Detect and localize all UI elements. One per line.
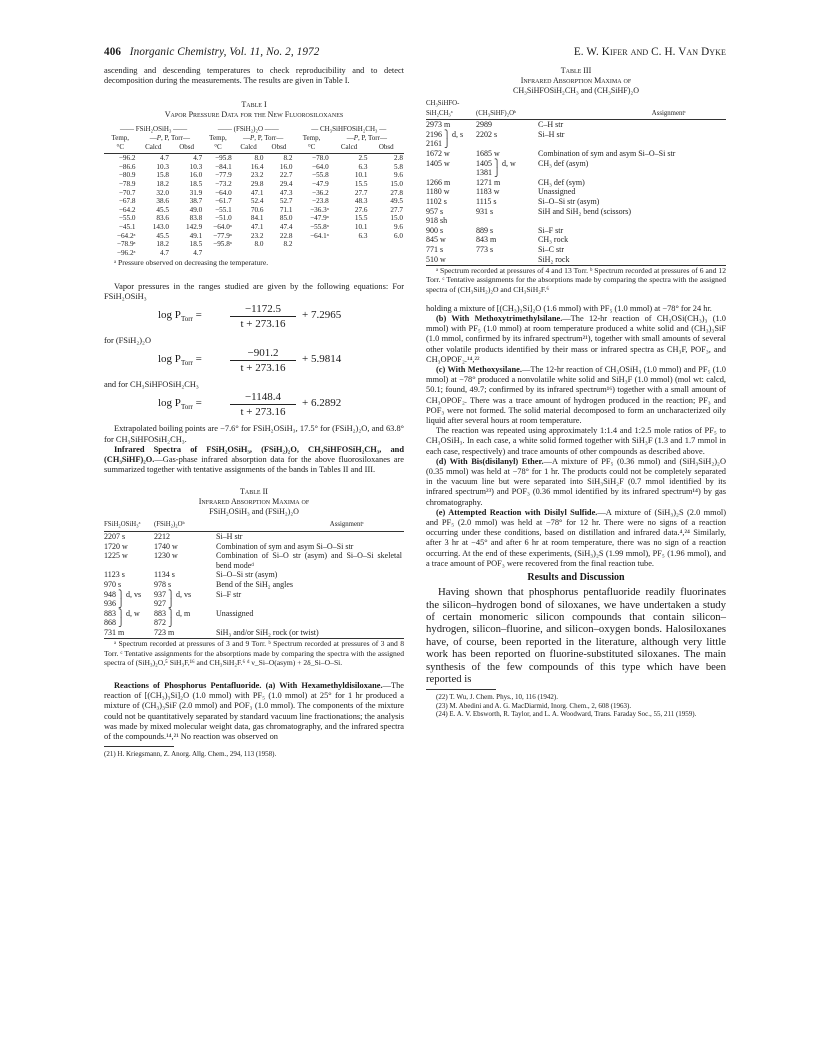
table-row (426, 245, 726, 255)
table-cell: CH₃ def (asym) (538, 158, 589, 168)
journal-citation: Inorganic Chemistry, Vol. 11, No. 2, 1972 (129, 46, 320, 58)
t3-col3: Assignmentᶜ (651, 109, 686, 117)
table-cell: 1180 w (426, 187, 450, 197)
table-cell: 52.4 (250, 197, 264, 206)
table-cell: 723 m (154, 627, 175, 637)
table-cell: 2202 s (476, 129, 498, 139)
table-cell: 883 ⎫ d, w (104, 608, 140, 618)
table-cell: 16.4 (250, 162, 264, 171)
table-cell: −47.9 (312, 179, 329, 188)
table-cell: Si–O–Si str (asym) (538, 196, 600, 206)
table-cell: CH₃ rock (538, 235, 569, 245)
table-cell: 22.7 (279, 171, 293, 180)
table-cell: −47.9ᵃ (310, 214, 329, 223)
running-header (104, 46, 726, 58)
reference-24: (24) E. A. V. Ebsworth, R. Taylor, and L. A. Woodward, Trans. Faraday Soc., 55, 211 (1959). (436, 710, 697, 719)
table-cell: −45.1 (118, 222, 136, 231)
col-p-2: —P, P, Torr— (242, 134, 284, 142)
col-calcd: Calcd (145, 142, 162, 151)
table-cell: 27.7 (390, 205, 403, 214)
table-row (426, 168, 726, 178)
table-cell: Unassigned (538, 187, 576, 197)
col-obsd: Obsd (179, 142, 194, 151)
t2-col3: Assignmentᶜ (329, 521, 364, 529)
ir-spectra-paragraph: Infrared Spectra of FSiH₂OSiH₃, (FSiH₂)₂O, CH₃SiHFOSiH₂CH₃, and (CH₃SiHF)₂O.—Gas-phase infrared absorption data for the above fluorosiloxanes are summarized together with tentative assignments of the bands in Tables II and III. (104, 444, 404, 475)
table-cell: 1685 w (476, 148, 500, 158)
table-cell: 872 ⎭ (154, 618, 174, 628)
table2-label: Table II (240, 487, 268, 497)
table-cell: −55.0 (118, 214, 136, 223)
table-cell: 15.0 (390, 179, 403, 188)
table-cell: 49.0 (189, 205, 203, 214)
table-cell: SiH₃ and/or SiH₂ rock (or twist) (216, 627, 319, 637)
table2-footnote: ᵃ Spectrum recorded at pressures of 3 and 9 Torr. ᵇ Spectrum recorded at pressures of 3 and 8 Torr. ᶜ Tentative assignments for the absorptions made by comparing the spectra with the assigned spectra of (SiH₃)₂O,⁵ SiH₃F,¹⁶ and CH₃SiH₂F.⁶ ᵈ ν_Si–O(asym) + 2δ_Si–O–Si. (104, 639, 404, 667)
table-cell: 18.2 (156, 240, 169, 249)
left-column (104, 66, 404, 759)
eq2-label: for (FSiH₂)₂O (104, 335, 152, 345)
table-cell: 18.2 (156, 179, 169, 188)
table-cell: 2.5 (358, 154, 368, 163)
table-cell: 1115 s (476, 196, 497, 206)
table3-title-2: CH₃SiHFOSiH₂CH₃ and (CH₃SiHF)₂O (513, 86, 639, 95)
col-temp-1: Temp, (111, 134, 130, 142)
table-row (426, 178, 726, 188)
t2-col2: (FSiH₂)₂Oᵇ (154, 521, 185, 529)
table-cell: 142.9 (186, 222, 203, 231)
table-cell: −64.2 (118, 205, 136, 214)
table-cell: 83.6 (156, 214, 169, 223)
table-cell: 22.8 (279, 231, 293, 240)
table-cell: 23.2 (250, 231, 264, 240)
table-cell: −96.2 (118, 154, 136, 163)
col-unit: °C (307, 142, 316, 151)
table-cell: 1134 s (154, 570, 175, 580)
table-cell: −36.3ᵃ (310, 205, 329, 214)
table-cell: −67.8 (118, 197, 136, 206)
vp-intro: Vapor pressures in the ranges studied are given by the following equations: For FSiH₂OSiH₃ (104, 281, 404, 301)
table-cell: 900 s (426, 225, 444, 235)
table-cell: 918 sh (426, 216, 448, 226)
table-cell: Si–O–Si str (asym) (216, 570, 278, 580)
table-row (104, 599, 404, 609)
table-cell: −80.9 (118, 171, 136, 180)
table-cell: 48.3 (354, 197, 368, 206)
table-row (426, 187, 726, 197)
table-cell: 47.3 (279, 188, 293, 197)
table-cell: 1672 w (426, 148, 450, 158)
table-cell: 15.5 (354, 179, 368, 188)
table-cell (214, 599, 404, 609)
table-cell: 47.1 (250, 188, 264, 197)
table-cell: 1230 w (154, 551, 178, 561)
table-cell: 70.6 (250, 205, 264, 214)
table-row (104, 232, 404, 241)
reactions-paragraph: Reactions of Phosphorus Pentafluoride. (a) With Hexamethyldisiloxane.—The reaction of [(CH₃)₃Si]₂O (1.0 mmol) with PF₅ (1.0 mmol) at 25° for 1 hr produced a mixture of (CH₃)₃SiF (2.0 mmol) and POF₃ (1.0 mmol). The components of the mixture could not be quantitatively separated by standard vacuum line fractionations; the analysis was made by mixed molecular weight data, gas chromatography, and the infrared spectra of the compounds.¹⁴,²¹ No reaction was observed on (104, 681, 404, 742)
table-cell (233, 249, 265, 258)
table-cell: 1123 s (104, 570, 125, 580)
table-cell: 1381 ⎭ (476, 168, 500, 178)
table-cell: −23.8 (312, 197, 329, 206)
table1-footnote: ᵃ Pressure observed on decreasing the temperature. (114, 258, 269, 268)
table-cell: −95.8ᵃ (213, 240, 232, 249)
table-row (104, 628, 404, 638)
table-cell: SiH and SiH₂ bend (scissors) (538, 206, 632, 216)
table3-title-1: Infrared Absorption Maxima of (520, 76, 632, 85)
table-cell: 1740 w (154, 541, 178, 551)
table-row (104, 249, 404, 258)
ir-table-3 (426, 99, 726, 264)
table-cell: 1266 m (426, 177, 451, 187)
table-cell: Si–H str (538, 129, 565, 139)
table-cell: 16.0 (189, 171, 203, 180)
page-number: 406 (104, 46, 122, 58)
table-cell: −36.2 (312, 188, 329, 197)
table-cell: 1183 w (476, 187, 500, 197)
table-cell: −55.8ᵃ (310, 222, 329, 231)
table-cell: −55.8 (312, 171, 329, 180)
table-cell: 5.8 (394, 162, 403, 171)
reference-22: (22) T. Wu, J. Chem. Phys., 10, 116 (1942). (436, 693, 558, 702)
table-row (426, 235, 726, 245)
table-cell: 845 w (426, 235, 446, 245)
results-paragraph: Having shown that phosphorus pentafluoride readily fluorinates the silicon–hydrogen bond of siloxanes, we have undertaken a study of certain monomeric silicon compounds that contain silicon–hydrogen, silicon–fluorine, and silicon–oxygen bonds. Halosiloxanes have, of course, been reported in the literature, although very little work has been reported on fluorine-substituted siloxanes. The main synthesis of the few compounds of this type which have been reported is (426, 586, 726, 686)
boiling-points: Extrapolated boiling points are −7.6° for FSiH₂OSiH₃, 17.5° for (FSiH₂)₂O, and 63.8° for CH₃SiHFOSiH₂CH₃. (104, 424, 404, 444)
table-row (104, 180, 404, 189)
table-cell: 978 s (154, 579, 172, 589)
table-cell (476, 255, 536, 265)
table-cell: −64.1ᵃ (310, 231, 329, 240)
table-row (104, 240, 404, 249)
table-cell: 1720 w (104, 541, 128, 551)
table-cell: 18.5 (189, 179, 203, 188)
table-cell: 6.3 (358, 162, 368, 171)
table-cell: 948 ⎫ d, vs (104, 589, 142, 599)
equation-3: $\log P_{Torr}$ = $\frac{-1148.4}{t + 273.16}$ + 6.2892 (158, 391, 342, 419)
t3-col1a: CH₃SiHFO- (426, 100, 460, 107)
table2-title-1: Infrared Absorption Maxima of (198, 497, 310, 507)
table-row (426, 207, 726, 217)
table-row (104, 206, 404, 215)
table-row (426, 149, 726, 159)
table-row (426, 226, 726, 236)
table-row (104, 163, 404, 172)
table-cell: 510 w (426, 254, 446, 264)
table-cell: −95.8 (215, 154, 232, 163)
table-cell: −70.7 (118, 188, 136, 197)
table-cell: 45.5 (156, 231, 169, 240)
table-cell: 49.1 (189, 231, 203, 240)
paragraph-e: (e) Attempted Reaction with Disilyl Sulfide.—A mixture of (SiH₃)₂S (2.0 mmol) and PF₅ (2.0 mmol) was held at −78° for 12 hr. There were no signs of a reaction occurring under these conditions, based on distillation and infrared data.⁴,²⁴ Similarly, after 3 hr at −45° and after 6 hr at room temperature, there was no sign of a reaction occurring. At the end of these experiments, (SiH₃)₂S (1.99 mmol), PF₅ (1.96 mmol), and a trace amount of POF₃ were recovered from the final reaction tube. (426, 507, 726, 568)
col-temp-3: Temp, (302, 134, 321, 142)
table-cell (536, 168, 726, 178)
ir-table-2 (104, 520, 404, 637)
table-cell: 16.0 (279, 162, 293, 171)
paragraph-c: (c) With Methoxysilane.—The 12-hr reaction of CH₃OSiH₃ (1.0 mmol) and PF₅ (1.0 mmol) at −78° produced a nonvolatile white solid and SiH₃F (1.0 mmol) (mol wt: calcd, 50.1; found, 49.7; confirmed by its infrared spectrum¹⁶) together with a small amount of CH₃OPOF₂. There was a trace amount of hydrogen produced in the reaction; PF₃ and POF₃ were not formed. The solid material decomposed to form an uncharacterized oily liquid after several hours at room temperature. (426, 364, 726, 425)
table-cell: −73.2 (215, 179, 232, 188)
table-cell: 731 m (104, 627, 125, 637)
pf5-paragraph: holding a mixture of [(CH₃)₃Si]₂O (1.6 mmol) with PF₅ (1.0 mmol) at −78° for 24 hr. (426, 303, 712, 313)
table-cell: 45.5 (156, 205, 169, 214)
table-cell: −55.1 (215, 205, 232, 214)
table-cell: 957 s (426, 206, 444, 216)
col-temp-2: Temp, (209, 134, 227, 142)
table-row (104, 580, 404, 590)
group-ch3sihfosih2ch3: — CH₃SiHFOSiH₂CH₃ — (311, 125, 387, 134)
table-cell: 47.4 (279, 222, 293, 231)
table-cell: 83.8 (189, 214, 203, 223)
table-cell: 15.8 (156, 171, 169, 180)
table-cell: 843 m (476, 235, 497, 245)
paragraph-b: (b) With Methoxytrimethylsilane.—The 12-hr reaction of CH₃OSi(CH₃)₃ (1.0 mmol) with PF₅ (1.0 mmol) at room temperature produced a white solid and (CH₃)₃SiF (1.0 mmol, confirmed by its infrared spectrum²¹), together with small amounts of several other volatile products identified by their mass or infrared spectra as CH₃F, POF₃, and CH₃OPOF₂.¹⁴,²² (426, 313, 726, 364)
table-row (426, 139, 726, 149)
col-calcd: Calcd (240, 142, 257, 151)
table-cell (368, 249, 404, 258)
table-cell (330, 249, 369, 258)
table-cell: Si–F str (216, 589, 242, 599)
table-cell: Combination of sym and asym Si–O–Si str (216, 541, 354, 551)
table-cell: 868 ⎭ (104, 618, 124, 628)
table-cell: −77.9 (215, 171, 232, 180)
table-cell: SiH₂ rock (538, 254, 570, 264)
table-cell: 1405 w (426, 158, 450, 168)
footnote-ref-21: (21) H. Kriegsmann, Z. Anorg. Allg. Chem., 294, 113 (1958). (104, 750, 277, 759)
intro-paragraph: ascending and descending temperatures to check reproducibility and to detect decomposition during the measurements. The results are given in Table I. (104, 66, 404, 86)
table-cell (476, 216, 536, 226)
vapor-pressure-table (104, 125, 404, 257)
references-list (426, 693, 726, 718)
table-cell: Bend of the SiH₂ angles (216, 579, 293, 589)
right-column (426, 66, 726, 719)
table-row (104, 570, 404, 580)
table-cell: 143.0 (152, 222, 169, 231)
table-cell: 773 s (476, 244, 494, 254)
table-cell: 4.7 (193, 248, 203, 257)
table-row (426, 120, 726, 130)
table-cell: 8.2 (283, 154, 293, 163)
table-cell: 27.6 (354, 205, 368, 214)
table-cell: 4.7 (159, 248, 169, 257)
results-heading: Results and Discussion (527, 571, 625, 583)
table-cell: 937 ⎫ d, vs (154, 589, 192, 599)
table-cell: Si–C str (538, 244, 565, 254)
table-cell: 9.6 (394, 171, 403, 180)
paragraph-c2: The reaction was repeated using approximately 1:1.4 and 1:2.5 mole ratios of PF₅ to CH₃OSiH₃. In each case, a white solid formed together with SiH₃F (1.3 and 1.7 mmol in each case, respectively) and trace amounts of other compounds as described above. (426, 426, 726, 456)
table-cell: CH₃ def (sym) (538, 177, 585, 187)
table-cell: 4.7 (159, 154, 169, 163)
table-cell: 936 ⎭ (104, 599, 124, 609)
table-row (426, 197, 726, 207)
table-cell (536, 216, 726, 226)
table-cell: −86.6 (118, 162, 136, 171)
table-cell: 2973 m (426, 120, 451, 130)
table-cell: Combination of Si–O str (asym) and Si–O–Si skeletal bend modeᵈ (216, 551, 402, 570)
table-cell: 2212 (154, 531, 170, 541)
paragraph-d: (d) With Bis(disilanyl) Ether.—A mixture of PF₅ (0.36 mmol) and (SiH₃SiH₂)₂O (0.35 mmol) was held at −78° for 1 hr. The products could not be completely separated in the vacuum line but were separated into SiH₃SiH₂F (0.7 mmol identified by its infrared spectrum²³) and POF₃ (0.36 mmol identified by its infrared spectrum¹⁴) by gas chromatography. (426, 456, 726, 507)
table-cell: 85.0 (279, 214, 293, 223)
table-cell: C–H str (538, 120, 564, 130)
equation-2: $\log P_{Torr}$ = $\frac{-901.2}{t + 273.16}$ + 5.9814 (158, 347, 342, 375)
table-cell: 8.2 (283, 240, 293, 249)
table-cell: 47.1 (250, 222, 264, 231)
table2-title-2: FSiH₂OSiH₃ and (FSiH₂)₂O (209, 507, 299, 517)
table-row (104, 542, 404, 552)
table-cell (330, 240, 369, 249)
table-cell: 8.0 (254, 154, 264, 163)
table-cell: 771 s (426, 244, 444, 254)
table-cell: 84.1 (250, 214, 264, 223)
table-cell: 38.7 (189, 197, 203, 206)
table-cell: −64.0ᵃ (213, 222, 232, 231)
table-cell: 38.6 (156, 197, 169, 206)
table-cell: 52.7 (279, 197, 293, 206)
equation-1: $\log P_{Torr}$ = $\frac{-1172.5}{t + 273.16}$ + 7.2965 (158, 302, 342, 330)
table-cell: Unassigned (216, 608, 254, 618)
table-cell: 27.7 (354, 188, 368, 197)
authors: E. W. Kifer and C. H. Van Dyke (573, 46, 726, 58)
table-cell: 10.1 (354, 222, 368, 231)
table-cell: −64.0 (312, 162, 329, 171)
table-cell: 1405 ⎫ d, w (476, 158, 516, 168)
table-cell: 889 s (476, 225, 494, 235)
table-cell: 71.1 (279, 205, 293, 214)
table-cell: 1225 w (104, 551, 128, 561)
table-cell: −64.0 (215, 188, 232, 197)
table-cell: 6.0 (394, 231, 403, 240)
table-cell (264, 249, 293, 258)
table-cell: 883 ⎫ d, m (154, 608, 191, 618)
table-cell: 2.8 (394, 154, 403, 163)
table3-footnote: ᵃ Spectrum recorded at pressures of 4 and 13 Torr. ᵇ Spectrum recorded at pressures of 6 and 12 Torr. ᶜ Tentative assignments for the absorptions made by comparing the spectra with the assigned spectra of (CH₃SiH₂)₂O and CH₃SiH₂F.⁶ (426, 266, 726, 294)
table-cell: 970 s (104, 579, 122, 589)
table-cell: 1271 m (476, 177, 501, 187)
table-row (104, 171, 404, 180)
table-row (426, 255, 726, 265)
table-row (426, 159, 726, 169)
table-cell: −61.7 (215, 197, 232, 206)
table-row (104, 214, 404, 223)
table-row (426, 216, 726, 226)
table-cell (368, 240, 404, 249)
table-cell: −78.0 (312, 154, 329, 163)
table-cell: 15.0 (390, 214, 403, 223)
eq3-label: and for CH₃SiHFOSiH₂CH₃ (104, 380, 199, 390)
table-cell: Si–H str (216, 531, 243, 541)
table-cell: Si–F str (538, 225, 564, 235)
table-cell: 29.4 (279, 179, 293, 188)
table-cell: 2196 ⎫ d, s (426, 129, 464, 139)
table-cell: 2161 ⎭ (426, 139, 450, 149)
table-cell: 18.5 (189, 240, 203, 249)
table-cell: 931 s (476, 206, 494, 216)
table-cell: 31.9 (189, 188, 203, 197)
table3-label: Table III (560, 66, 592, 75)
table-cell: 10.1 (354, 171, 368, 180)
table-row (104, 223, 404, 232)
table-cell: 49.5 (390, 197, 403, 206)
table-cell: 2989 (476, 120, 492, 130)
col-calcd: Calcd (340, 142, 358, 151)
table-cell: −78.9 (118, 179, 136, 188)
table-cell: −84.1 (215, 162, 232, 171)
table-cell: −51.0 (215, 214, 232, 223)
col-unit: °C (214, 142, 222, 151)
table-row (104, 189, 404, 198)
table-cell (476, 139, 536, 149)
table-cell (426, 168, 476, 178)
t3-col2: (CH₃SiHF)₂Oᵇ (476, 109, 517, 117)
col-p-3: —P, P, Torr— (346, 134, 387, 142)
table1-label: Table I (241, 100, 267, 110)
table-row (104, 154, 404, 163)
table-cell (293, 249, 329, 258)
table-row (104, 590, 404, 600)
group-fsih2osih3: —— FSiH₂OSiH₃ —— (120, 125, 188, 134)
table-cell: 9.6 (394, 222, 403, 231)
table-row (104, 551, 404, 570)
table-cell: 927 ⎭ (154, 599, 174, 609)
table-cell: 1102 s (426, 196, 447, 206)
table-cell (214, 618, 404, 628)
table-row (104, 618, 404, 628)
col-obsd: Obsd (271, 142, 287, 151)
table-row (104, 531, 404, 541)
table-cell: −77.9ᵃ (213, 231, 232, 240)
table-cell: 10.3 (156, 162, 169, 171)
table-cell (293, 240, 329, 249)
table-cell: 32.0 (156, 188, 169, 197)
table-cell: −78.9ᵃ (116, 240, 136, 249)
col-obsd: Obsd (378, 142, 394, 151)
table-cell: −64.2ᵃ (116, 231, 136, 240)
table-cell: 15.5 (354, 214, 368, 223)
table-cell: 29.8 (250, 179, 264, 188)
table-cell: 23.2 (250, 171, 264, 180)
table-cell: −96.2ᵃ (116, 248, 136, 257)
table-cell: 10.3 (189, 162, 203, 171)
group-fsih2-2o: —— (FSiH₂)₂O —— (217, 125, 279, 134)
col-p-1: —P, P, Torr— (149, 134, 190, 142)
table-row (426, 130, 726, 140)
col-unit: °C (116, 142, 124, 151)
t2-col1: FSiH₂OSiH₃ᵃ (104, 521, 141, 529)
table-cell: 8.0 (254, 240, 264, 249)
t3-col1b: SiH₂CH₃ᵃ (426, 109, 453, 117)
table-cell: 27.8 (390, 188, 403, 197)
table1-title: Vapor Pressure Data for the New Fluorosiloxanes (164, 110, 344, 120)
reference-23: (23) M. Abedini and A. G. MacDiarmid, Inorg. Chem., 2, 608 (1963). (436, 701, 632, 710)
table-row (104, 609, 404, 619)
table-cell (203, 249, 233, 258)
table-cell: 6.3 (358, 231, 368, 240)
table-cell: Combination of sym and asym Si–O–Si str (538, 148, 676, 158)
table-cell: 4.7 (193, 154, 203, 163)
table-cell (536, 139, 726, 149)
table-row (104, 197, 404, 206)
table-cell: 2207 s (104, 531, 126, 541)
